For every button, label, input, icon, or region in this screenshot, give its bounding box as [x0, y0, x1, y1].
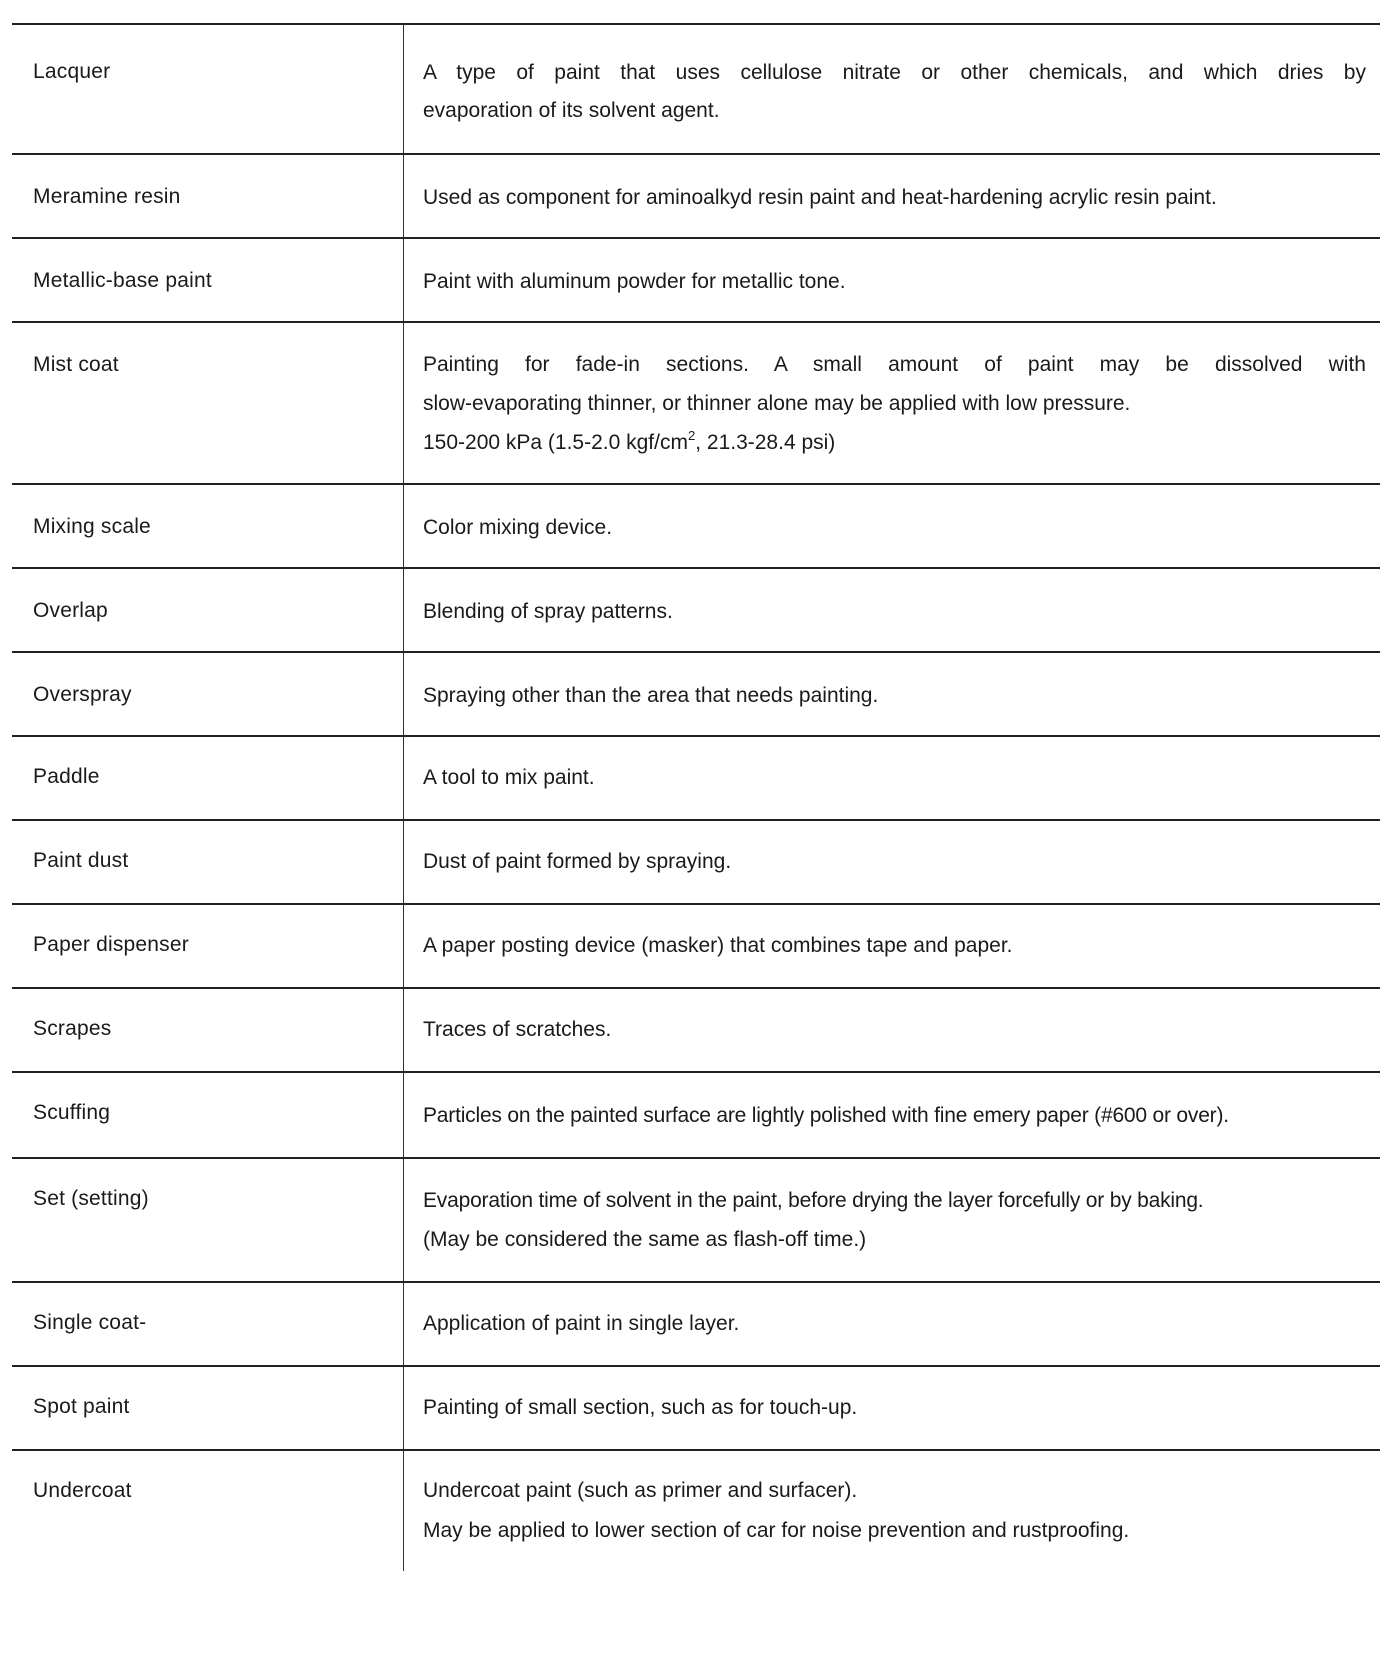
column-divider	[403, 1451, 404, 1571]
definition-cell	[423, 675, 1366, 716]
definition-cell	[423, 925, 1366, 966]
definition-cell	[423, 1387, 1366, 1428]
table-row	[12, 1449, 1380, 1571]
pressure-prefix: 150-200 kPa (1.5-2.0 kgf/cm	[423, 431, 688, 454]
table-row	[12, 1365, 1380, 1449]
definition-line: A paper posting device (masker) that combines tape and paper.	[423, 934, 1013, 957]
definition-line: Undercoat paint (such as primer and surfacer).	[423, 1479, 858, 1502]
definition-cell	[423, 177, 1366, 218]
table-row	[12, 1157, 1380, 1281]
table-row	[12, 23, 1380, 153]
column-divider	[403, 1367, 404, 1449]
definition-line: Dust of paint formed by spraying.	[423, 850, 732, 873]
definition-line: Paint with aluminum powder for metallic tone.	[423, 270, 846, 293]
definition-cell	[423, 261, 1366, 302]
column-divider	[403, 905, 404, 987]
definition-line: Blending of spray patterns.	[423, 600, 673, 623]
definition-line: Spraying other than the area that needs painting.	[423, 684, 879, 707]
term-cell: Scuffing	[33, 1101, 111, 1124]
definition-line: May be applied to lower section of car for noise prevention and rustproofing.	[423, 1519, 1130, 1542]
definition-line: (May be considered the same as flash-off time.)	[423, 1228, 867, 1251]
definition-line: Traces of scratches.	[423, 1018, 612, 1041]
table-row	[12, 819, 1380, 903]
column-divider	[403, 25, 404, 153]
definition-cell	[423, 1181, 1366, 1259]
table-row	[12, 567, 1380, 651]
term-cell: Spot paint	[33, 1395, 130, 1418]
term-cell: Mist coat	[33, 353, 119, 376]
definition-line: Evaporation time of solvent in the paint, before drying the layer forcefully or by baking.	[423, 1189, 1204, 1212]
term-cell: Overspray	[33, 683, 132, 706]
column-divider	[403, 737, 404, 819]
term-cell: Set (setting)	[33, 1187, 149, 1210]
definition-cell	[423, 507, 1366, 548]
definition-cell	[423, 345, 1366, 462]
term-cell: Paper dispenser	[33, 933, 189, 956]
term-cell: Undercoat	[33, 1479, 132, 1502]
table-row	[12, 651, 1380, 735]
term-cell: Scrapes	[33, 1017, 112, 1040]
column-divider	[403, 569, 404, 651]
definition-cell	[423, 1303, 1366, 1344]
definition-cell	[423, 1471, 1366, 1551]
definition-cell	[423, 757, 1366, 798]
column-divider	[403, 989, 404, 1071]
definition-cell	[423, 841, 1366, 882]
definition-line: Application of paint in single layer.	[423, 1312, 740, 1335]
pressure-spec	[423, 423, 1366, 462]
column-divider	[403, 821, 404, 903]
definition-line: Used as component for aminoalkyd resin paint and heat-hardening acrylic resin paint.	[423, 186, 1217, 209]
table-row	[12, 153, 1380, 237]
definition-line: A tool to mix paint.	[423, 766, 595, 789]
term-cell: Paint dust	[33, 849, 129, 872]
pressure-exponent: 2	[687, 428, 696, 443]
definition-cell	[423, 1095, 1366, 1136]
column-divider	[403, 239, 404, 321]
definition-cell	[423, 591, 1366, 632]
column-divider	[403, 1073, 404, 1157]
table-row	[12, 321, 1380, 483]
term-cell: Paddle	[33, 765, 100, 788]
definition-line: evaporation of its solvent agent.	[423, 99, 720, 122]
table-row	[12, 237, 1380, 321]
table-row	[12, 1071, 1380, 1157]
definition-line: Color mixing device.	[423, 516, 613, 539]
definition-line: slow-evaporating thinner, or thinner alone may be applied with low pressure.	[423, 392, 1131, 415]
table-row	[12, 1281, 1380, 1365]
table-row	[12, 483, 1380, 567]
column-divider	[403, 323, 404, 483]
term-cell: Overlap	[33, 599, 108, 622]
table-row	[12, 735, 1380, 819]
pressure-suffix: , 21.3-28.4 psi)	[695, 431, 836, 454]
term-cell: Single coat-	[33, 1311, 147, 1334]
column-divider	[403, 155, 404, 237]
column-divider	[403, 485, 404, 567]
definition-line: A type of paint that uses cellulose nitrate or other chemicals, and which dries by	[423, 61, 1366, 84]
definition-line: Painting for fade-in sections. A small amount of paint may be dissolved with	[423, 353, 1366, 376]
column-divider	[403, 1159, 404, 1281]
column-divider	[403, 653, 404, 735]
table-row	[12, 903, 1380, 987]
glossary-table	[12, 23, 1380, 1571]
term-cell: Mixing scale	[33, 515, 151, 538]
term-cell: Lacquer	[33, 60, 111, 83]
definition-line: Particles on the painted surface are lightly polished with fine emery paper (#600 or over).	[423, 1104, 1229, 1127]
definition-cell	[423, 52, 1366, 131]
definition-line: Painting of small section, such as for touch-up.	[423, 1396, 858, 1419]
table-row	[12, 987, 1380, 1071]
term-cell: Metallic-base paint	[33, 269, 212, 292]
term-cell: Meramine resin	[33, 185, 181, 208]
column-divider	[403, 1283, 404, 1365]
definition-cell	[423, 1009, 1366, 1050]
